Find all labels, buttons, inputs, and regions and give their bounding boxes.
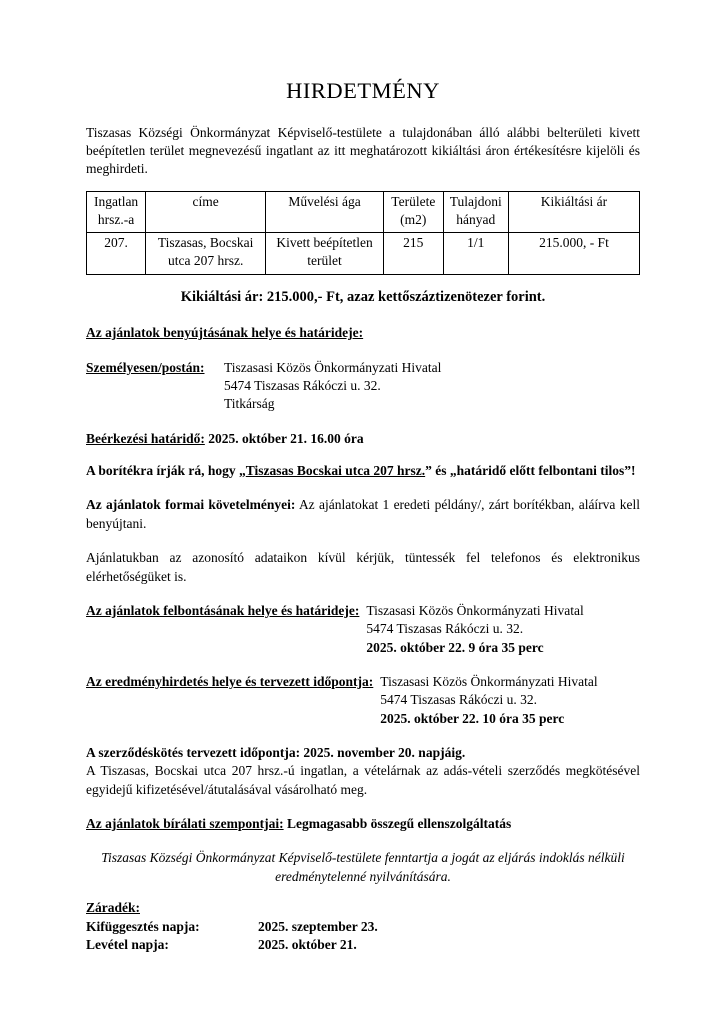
disclaimer-text: Tiszasas Községi Önkormányzat Képviselő-testülete fenntartja a jogát az eljárás indoklás nélküli eredménytelenné nyilvánítására. <box>101 850 625 884</box>
envelope-instruction <box>86 462 640 480</box>
opening-address <box>366 602 583 657</box>
table-header-address: címe <box>146 191 266 232</box>
formal-requirements-label: Az ajánlatok formai követelményei: <box>86 497 296 513</box>
removal-date-row <box>86 936 640 954</box>
address-line: 5474 Tiszasas Rákóczi u. 32. <box>224 377 381 393</box>
address-line: Titkárság <box>224 396 275 412</box>
contact-note: Ajánlatukban az azonosító adataikon kívül kérjük, tüntessék fel telefonos és elektronikus elérhetőségüket is. <box>86 550 640 584</box>
results-address <box>380 673 597 728</box>
address-line: Tiszasasi Közös Önkormányzati Hivatal <box>224 359 442 375</box>
formal-requirements-text: Az ajánlatokat 1 eredeti példány/, zárt borítékban, aláírva kell benyújtani. <box>86 497 640 531</box>
table-header-area: Területe (m2) <box>383 191 443 232</box>
table-header-row <box>87 191 640 232</box>
table-header-ownership: Tulajdoni hányad <box>443 191 508 232</box>
intro-paragraph: Tiszasas Községi Önkormányzat Képviselő-testülete a tulajdonában álló alábbi belterületi kivett beépítetlen terület megnevezésű ingatlant az itt meghatározott kikiáltási áron értékesítésre kijelöli és meghirdeti. <box>86 124 640 177</box>
cell-address: Tiszasas, Bocskai utca 207 hrsz. <box>146 233 266 274</box>
evaluation-line <box>86 815 640 833</box>
posting-date-row <box>86 918 640 936</box>
deadline-label: Beérkezési határidő: <box>86 430 205 446</box>
evaluation-value: Legmagasabb összegű ellenszolgáltatás <box>286 816 512 832</box>
submission-address <box>224 359 441 414</box>
asking-price-line: Kikiáltási ár: 215.000,- Ft, azaz kettőszáztizenötezer forint. <box>180 288 546 305</box>
envelope-prefix: A borítékra írják rá, hogy „ <box>86 463 246 479</box>
results-label: Az eredményhirdetés helye és tervezett időpontja: <box>86 673 374 689</box>
closing-heading: Záradék: <box>86 900 140 916</box>
closing-block <box>86 899 640 954</box>
submission-heading: Az ajánlatok benyújtásának helye és határideje: <box>86 325 364 341</box>
opening-block <box>86 602 640 657</box>
table-header-price: Kikiáltási ár <box>508 191 639 232</box>
envelope-underlined-text: Tiszasas Bocskai utca 207 hrsz. <box>245 463 426 479</box>
table-header-cultivation: Művelési ága <box>266 191 384 232</box>
posting-date-value: 2025. szeptember 23. <box>258 918 378 934</box>
deadline-line <box>86 430 640 448</box>
cell-parcel-number: 207. <box>87 233 146 274</box>
removal-date-value: 2025. október 21. <box>258 936 357 952</box>
results-datetime: 2025. október 22. 10 óra 35 perc <box>380 710 565 726</box>
document-title: HIRDETMÉNY <box>286 78 440 103</box>
in-person-block <box>86 359 640 414</box>
address-line: Tiszasasi Közös Önkormányzati Hivatal <box>366 602 584 618</box>
table-row <box>87 233 640 274</box>
cell-area: 215 <box>383 233 443 274</box>
cell-cultivation: Kivett beépítetlen terület <box>266 233 384 274</box>
deadline-value: 2025. október 21. 16.00 óra <box>208 430 364 446</box>
address-line: 5474 Tiszasas Rákóczi u. 32. <box>366 621 524 637</box>
table-header-parcel-number: Ingatlan hrsz.-a <box>87 191 146 232</box>
cell-price: 215.000, - Ft <box>508 233 639 274</box>
contract-block <box>86 744 640 799</box>
opening-label: Az ajánlatok felbontásának helye és határideje: <box>86 602 360 618</box>
formal-requirements <box>86 496 640 533</box>
address-line: Tiszasasi Közös Önkormányzati Hivatal <box>380 673 598 689</box>
results-block <box>86 673 640 728</box>
in-person-label: Személyesen/postán: <box>86 359 205 375</box>
posting-date-label: Kifüggesztés napja: <box>86 918 200 934</box>
contract-text: A Tiszasas, Bocskai utca 207 hrsz.-ú ingatlan, a vételárnak az adás-vételi szerződés megkötésével egyidejű kifizetésével/átutalásával vásárolható meg. <box>86 763 640 797</box>
evaluation-label: Az ajánlatok bírálati szempontjai: <box>86 816 284 832</box>
property-table <box>86 191 640 275</box>
removal-date-label: Levétel napja: <box>86 936 169 952</box>
envelope-suffix: ” és „határidő előtt felbontani tilos”! <box>425 463 636 479</box>
contract-date-line: A szerződéskötés tervezett időpontja: 2025. november 20. napjáig. <box>86 745 466 761</box>
address-line: 5474 Tiszasas Rákóczi u. 32. <box>380 692 538 708</box>
opening-datetime: 2025. október 22. 9 óra 35 perc <box>366 639 544 655</box>
cell-ownership: 1/1 <box>443 233 508 274</box>
